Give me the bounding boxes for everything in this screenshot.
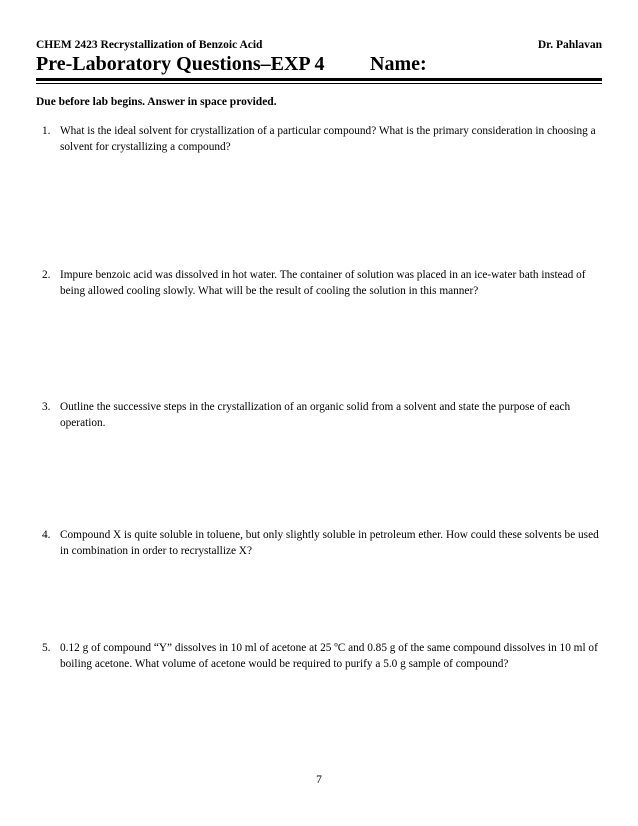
instructor-name: Dr. Pahlavan [537, 39, 602, 51]
question-text: 0.12 g of compound “Y” dissolves in 10 ml of acetone at 25 ºC and 0.85 g of the same compound dissolves in 10 ml of boiling acetone. What volume of acetone would be required to purify a 5.0 g sample of compound? [60, 642, 598, 670]
header-divider-thin [36, 83, 602, 84]
question-number: 3. [42, 401, 51, 413]
name-label: Name: [370, 53, 427, 75]
instructions: Due before lab begins. Answer in space provided. [36, 96, 277, 108]
question-text: What is the ideal solvent for crystallization of a particular compound? What is the primary consideration in choosing a solvent for crystallizing a compound? [60, 125, 596, 153]
question-text: Impure benzoic acid was dissolved in hot water. The container of solution was placed in an ice-water bath instead of being allowed cooling slowly. What will be the result of cooling the solution in this manner? [60, 269, 586, 297]
page-number: 7 [316, 774, 322, 786]
question-text: Outline the successive steps in the crystallization of an organic solid from a solvent and state the purpose of each operation. [60, 401, 571, 429]
question-2 [36, 268, 602, 299]
question-4 [36, 528, 602, 559]
page-title: Pre-Laboratory Questions–EXP 4 [36, 53, 325, 75]
header-divider-thick [36, 78, 602, 81]
question-number: 5. [42, 642, 51, 654]
question-text: Compound X is quite soluble in toluene, but only slightly soluble in petroleum ether. How could these solvents be used in combination in order to recrystallize X? [60, 529, 599, 557]
course-header: CHEM 2423 Recrystallization of Benzoic Acid [36, 39, 263, 51]
question-5 [36, 641, 602, 672]
question-number: 1. [42, 125, 51, 137]
question-3 [36, 400, 602, 431]
question-number: 2. [42, 269, 51, 281]
question-number: 4. [42, 529, 51, 541]
question-1 [36, 124, 602, 155]
